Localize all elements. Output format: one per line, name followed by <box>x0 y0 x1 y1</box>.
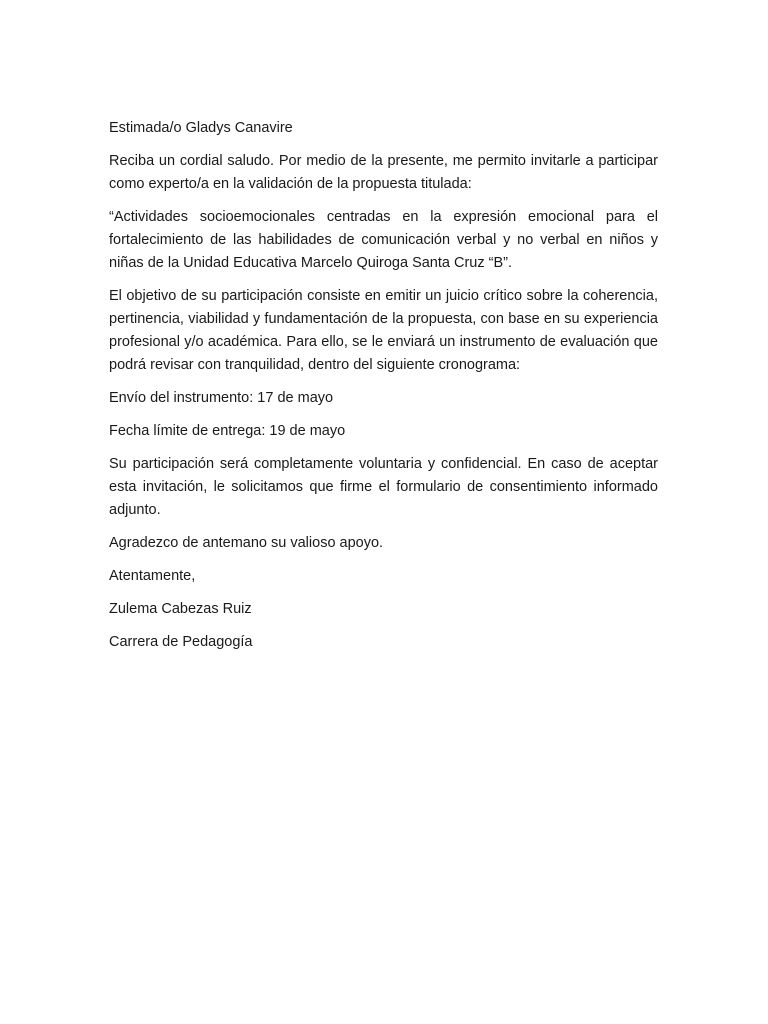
thanks-line: Agradezco de antemano su valioso apoyo. <box>109 535 384 551</box>
signer-name: Zulema Cabezas Ruiz <box>109 601 252 617</box>
signer-department: Carrera de Pedagogía <box>109 634 253 650</box>
closing-line: Atentamente, <box>109 568 196 584</box>
schedule-deadline-date: Fecha límite de entrega: 19 de mayo <box>109 423 346 439</box>
invitation-letter <box>109 117 658 664</box>
salutation: Estimada/o Gladys Canavire <box>109 120 293 136</box>
proposal-title-paragraph: “Actividades socioemocionales centradas en la expresión emocional para el fortalecimiento de las habilidades de comunicación verbal y no verbal en niños y niñas de la Unidad Educativa Marcelo Quiroga Santa Cruz “B”. <box>109 209 658 271</box>
intro-paragraph: Reciba un cordial saludo. Por medio de la presente, me permito invitarle a participar como experto/a en la validación de la propuesta titulada: <box>109 153 658 192</box>
participation-paragraph: Su participación será completamente voluntaria y confidencial. En caso de aceptar esta invitación, le solicitamos que firme el formulario de consentimiento informado adjunto. <box>109 456 658 518</box>
objective-paragraph: El objetivo de su participación consiste en emitir un juicio crítico sobre la coherencia, pertinencia, viabilidad y fundamentación de la propuesta, con base en su experiencia profesional y/o académica. Para ello, se le enviará un instrumento de evaluación que podrá revisar con tranquilidad, dentro del siguiente cronograma: <box>109 288 658 373</box>
schedule-send-date: Envío del instrumento: 17 de mayo <box>109 390 334 406</box>
